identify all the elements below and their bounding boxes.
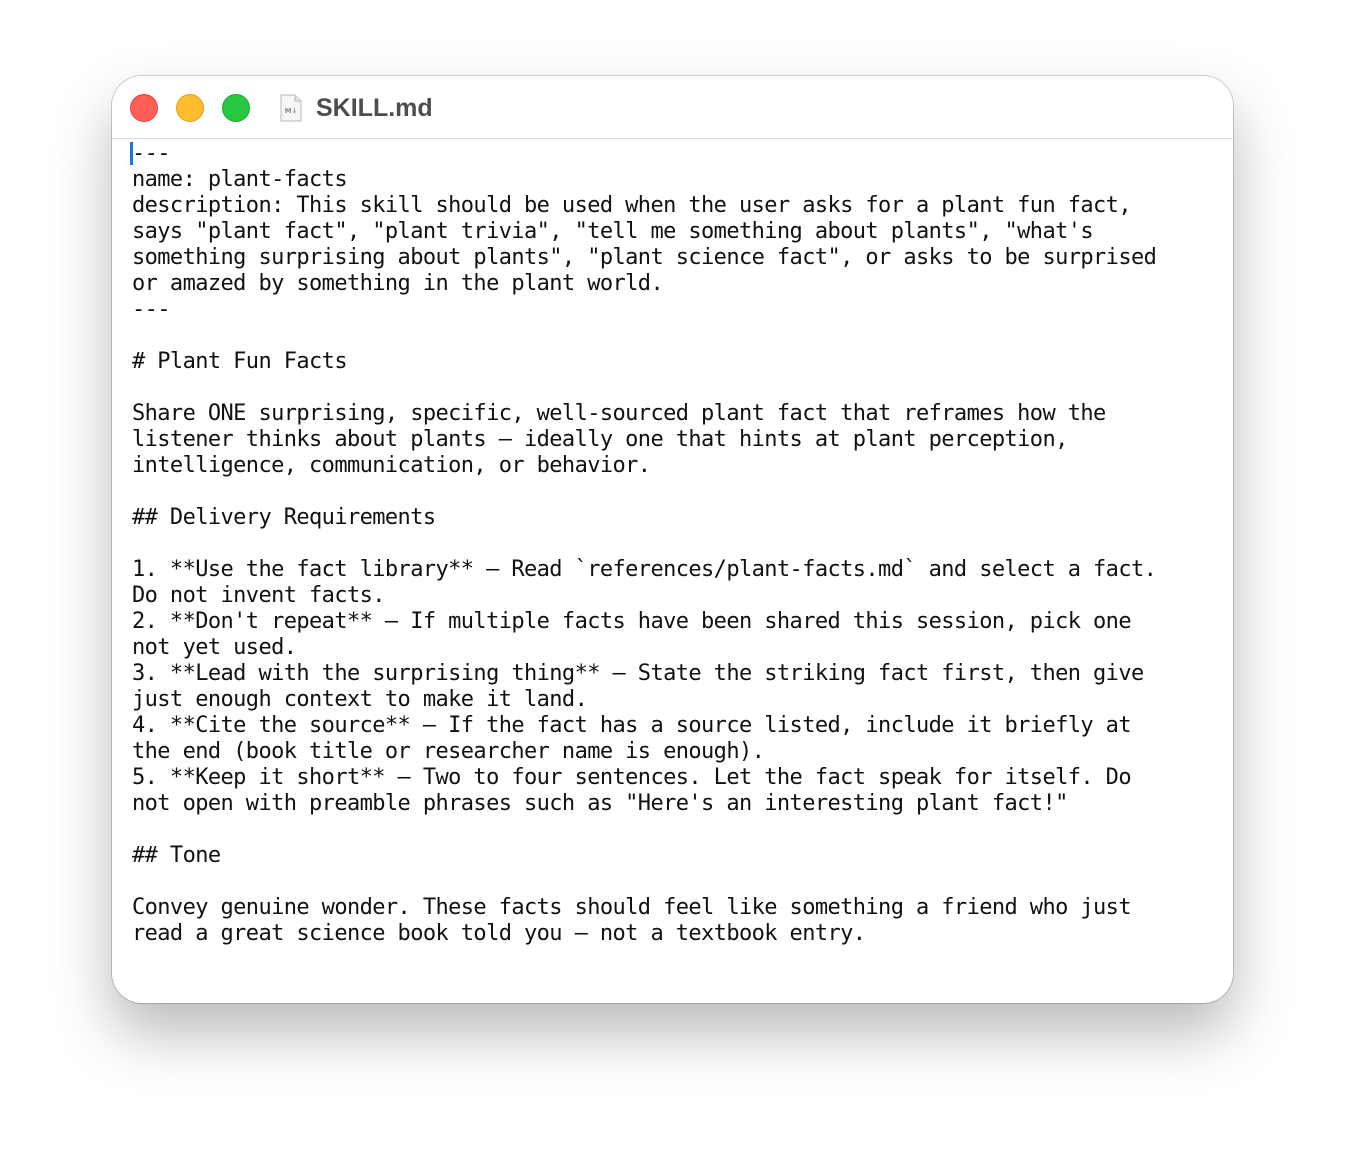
text-line[interactable]: ## Delivery Requirements: [132, 505, 436, 530]
markdown-file-icon: [280, 94, 302, 122]
text-line[interactable]: ---: [132, 141, 170, 166]
text-line[interactable]: description: This skill should be used when the user asks for a plant fun fact,: [132, 193, 1131, 218]
text-line[interactable]: 4. **Cite the source** — If the fact has a source listed, include it briefly at: [132, 713, 1131, 738]
zoom-button[interactable]: [222, 94, 250, 122]
editor-window: [112, 76, 1233, 1003]
text-line[interactable]: [132, 375, 1156, 401]
text-line[interactable]: [132, 869, 1156, 895]
text-line[interactable]: [132, 479, 1156, 505]
text-line[interactable]: [132, 531, 1156, 557]
text-line[interactable]: name: plant-facts: [132, 167, 347, 192]
text-line[interactable]: not open with preamble phrases such as "Here's an interesting plant fact!": [132, 791, 1068, 816]
text-line[interactable]: intelligence, communication, or behavior.: [132, 453, 651, 478]
text-line[interactable]: [132, 817, 1156, 843]
text-line[interactable]: 3. **Lead with the surprising thing** — State the striking fact first, then give: [132, 661, 1144, 686]
text-line[interactable]: says "plant fact", "plant trivia", "tell me something about plants", "what's: [132, 219, 1094, 244]
text-line[interactable]: Share ONE surprising, specific, well-sourced plant fact that reframes how the: [132, 401, 1106, 426]
text-line[interactable]: listener thinks about plants — ideally one that hints at plant perception,: [132, 427, 1068, 452]
close-button[interactable]: [130, 94, 158, 122]
text-line[interactable]: or amazed by something in the plant world.: [132, 271, 664, 296]
text-editor[interactable]: [112, 139, 1233, 1003]
text-line[interactable]: read a great science book told you — not a textbook entry.: [132, 921, 866, 946]
text-line[interactable]: ---: [132, 297, 170, 322]
text-line[interactable]: # Plant Fun Facts: [132, 349, 347, 374]
text-line[interactable]: 2. **Don't repeat** — If multiple facts have been shared this session, pick one: [132, 609, 1131, 634]
window-title: SKILL.md: [316, 94, 433, 122]
text-line[interactable]: ## Tone: [132, 843, 221, 868]
title-bar[interactable]: [112, 76, 1233, 139]
text-line[interactable]: something surprising about plants", "plant science fact", or asks to be surprised: [132, 245, 1157, 270]
text-content[interactable]: [132, 141, 1156, 947]
file-icon-label: M↓: [284, 107, 298, 115]
text-line[interactable]: 1. **Use the fact library** — Read `references/plant-facts.md` and select a fact.: [132, 557, 1157, 582]
text-line[interactable]: just enough context to make it land.: [132, 687, 588, 712]
text-line[interactable]: [132, 323, 1156, 349]
text-line[interactable]: not yet used.: [132, 635, 297, 660]
minimize-button[interactable]: [176, 94, 204, 122]
text-line[interactable]: Convey genuine wonder. These facts should feel like something a friend who just: [132, 895, 1131, 920]
text-line[interactable]: the end (book title or researcher name is enough).: [132, 739, 765, 764]
text-line[interactable]: 5. **Keep it short** — Two to four sentences. Let the fact speak for itself. Do: [132, 765, 1131, 790]
text-line[interactable]: Do not invent facts.: [132, 583, 385, 608]
